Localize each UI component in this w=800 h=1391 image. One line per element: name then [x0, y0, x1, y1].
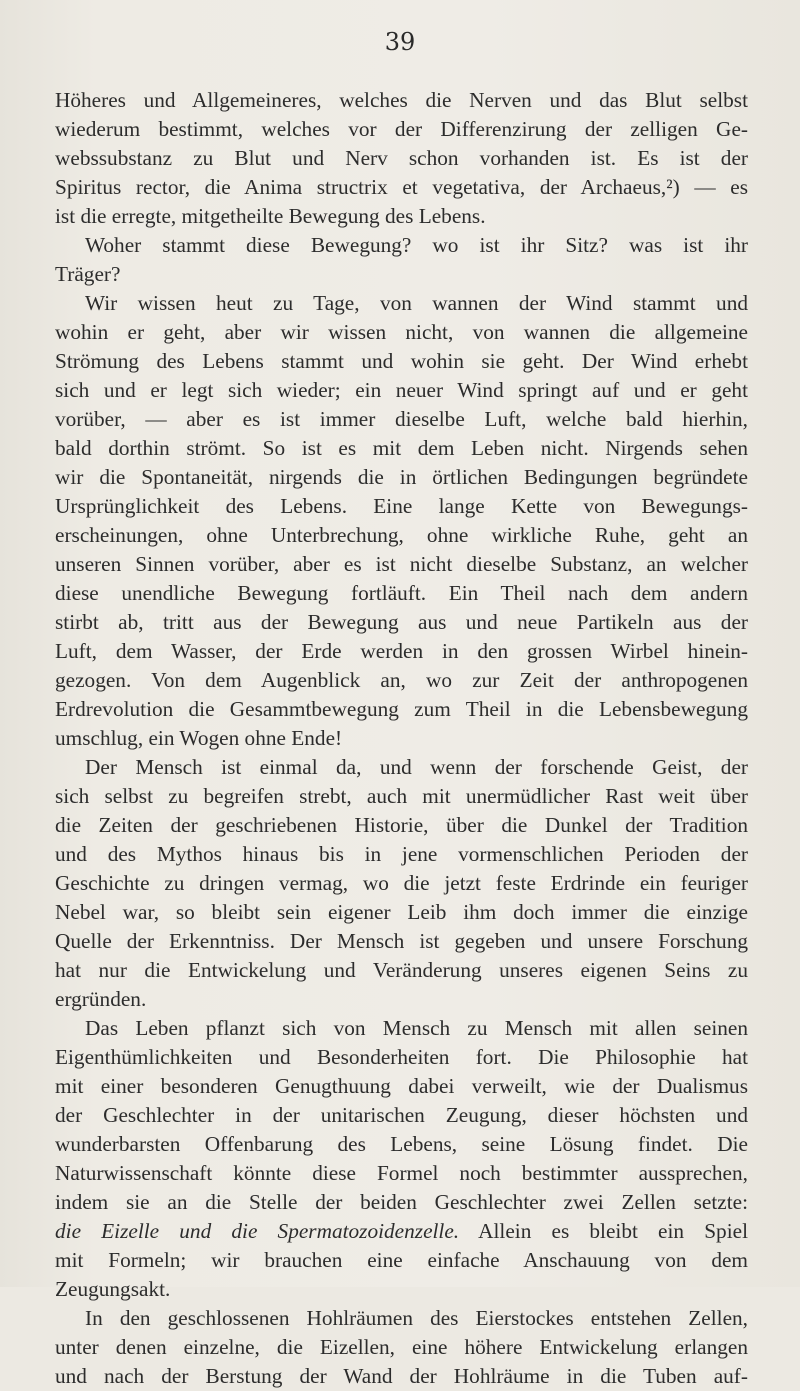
text-line: und nach der Berstung der Wand der Hohlräume in die Tuben auf-	[55, 1364, 748, 1388]
text-line: sich und er legt sich wieder; ein neuer Wind springt auf und er geht	[55, 378, 748, 402]
text-line: unseren Sinnen vorüber, aber es ist nicht dieselbe Substanz, an welcher	[55, 552, 748, 576]
text-line: Strömung des Lebens stammt und wohin sie geht. Der Wind erhebt	[55, 349, 748, 373]
text-line: sich selbst zu begreifen strebt, auch mit unermüdlicher Rast weit über	[55, 784, 748, 808]
text-line: Wir wissen heut zu Tage, von wannen der Wind stammt und	[85, 291, 748, 315]
text-line: gezogen. Von dem Augenblick an, wo zur Zeit der anthropogenen	[55, 668, 748, 692]
text-line: umschlug, ein Wogen ohne Ende!	[55, 726, 343, 750]
text-line: mit einer besonderen Genugthuung dabei verweilt, wie der Dualismus	[55, 1074, 748, 1098]
body-text	[55, 86, 748, 1391]
text-line: und des Mythos hinaus bis in jene vormenschlichen Perioden der	[55, 842, 748, 866]
text-line: wir die Spontaneität, nirgends die in örtlichen Bedingungen begründete	[55, 465, 748, 489]
text-line: Eigenthümlichkeiten und Besonderheiten fort. Die Philosophie hat	[55, 1045, 748, 1069]
text-line: diese unendliche Bewegung fortläuft. Ein Theil nach dem andern	[55, 581, 748, 605]
text-line: der Geschlechter in der unitarischen Zeugung, dieser höchsten und	[55, 1103, 748, 1127]
text-line: Ursprünglichkeit des Lebens. Eine lange Kette von Bewegungs-	[55, 494, 748, 518]
text-line: Nebel war, so bleibt sein eigener Leib ihm doch immer die einzige	[55, 900, 748, 924]
text-line: wohin er geht, aber wir wissen nicht, von wannen die allgemeine	[55, 320, 748, 344]
text-line: Quelle der Erkenntniss. Der Mensch ist gegeben und unsere Forschung	[55, 929, 748, 953]
text-line: ergründen.	[55, 987, 147, 1011]
text-line: stirbt ab, tritt aus der Bewegung aus und neue Partikeln aus der	[55, 610, 748, 634]
line-remainder: Allein es bleibt ein Spiel	[459, 1219, 748, 1243]
text-line: Woher stammt diese Bewegung? wo ist ihr Sitz? was ist ihr	[85, 233, 748, 257]
text-line: unter denen einzelne, die Eizellen, eine höhere Entwickelung erlangen	[55, 1335, 748, 1359]
page-number: 39	[384, 28, 416, 56]
text-line: Träger?	[55, 262, 121, 286]
text-line: die Zeiten der geschriebenen Historie, über die Dunkel der Tradition	[55, 813, 748, 837]
text-line: webssubstanz zu Blut und Nerv schon vorhanden ist. Es ist der	[55, 146, 748, 170]
text-line: erscheinungen, ohne Unterbrechung, ohne wirkliche Ruhe, geht an	[55, 523, 748, 547]
text-line: bald dorthin strömt. So ist es mit dem Leben nicht. Nirgends sehen	[55, 436, 748, 460]
text-line: hat nur die Entwickelung und Veränderung unseres eigenen Seins zu	[55, 958, 748, 982]
text-line: In den geschlossenen Hohlräumen des Eierstockes entstehen Zellen,	[85, 1306, 748, 1330]
text-line: mit Formeln; wir brauchen eine einfache Anschauung von dem	[55, 1248, 748, 1272]
text-line: ist die erregte, mitgetheilte Bewegung des Lebens.	[55, 204, 486, 228]
text-line: Das Leben pflanzt sich von Mensch zu Mensch mit allen seinen	[85, 1016, 748, 1040]
italic-phrase: die Eizelle und die Spermatozoidenzelle.	[55, 1219, 460, 1243]
text-line: indem sie an die Stelle der beiden Geschlechter zwei Zellen setzte:	[55, 1190, 748, 1214]
text-line: Der Mensch ist einmal da, und wenn der forschende Geist, der	[85, 755, 748, 779]
text-line: Spiritus rector, die Anima structrix et vegetativa, der Archaeus,²) — es	[55, 175, 748, 199]
text-line: wunderbarsten Offenbarung des Lebens, seine Lösung findet. Die	[55, 1132, 748, 1156]
text-line: vorüber, — aber es ist immer dieselbe Luft, welche bald hierhin,	[55, 407, 748, 431]
text-line: Geschichte zu dringen vermag, wo die jetzt feste Erdrinde ein feuriger	[55, 871, 748, 895]
text-line-italic	[55, 1217, 748, 1246]
text-line: Erdrevolution die Gesammtbewegung zum Theil in die Lebensbewegung	[55, 697, 748, 721]
text-line: Luft, dem Wasser, der Erde werden in den grossen Wirbel hinein-	[55, 639, 748, 663]
text-line: Höheres und Allgemeineres, welches die Nerven und das Blut selbst	[55, 88, 748, 112]
text-line: Zeugungsakt.	[55, 1277, 171, 1301]
text-line: Naturwissenschaft könnte diese Formel noch bestimmter aussprechen,	[55, 1161, 748, 1185]
text-line: wiederum bestimmt, welches vor der Differenzirung der zelligen Ge-	[55, 117, 748, 141]
